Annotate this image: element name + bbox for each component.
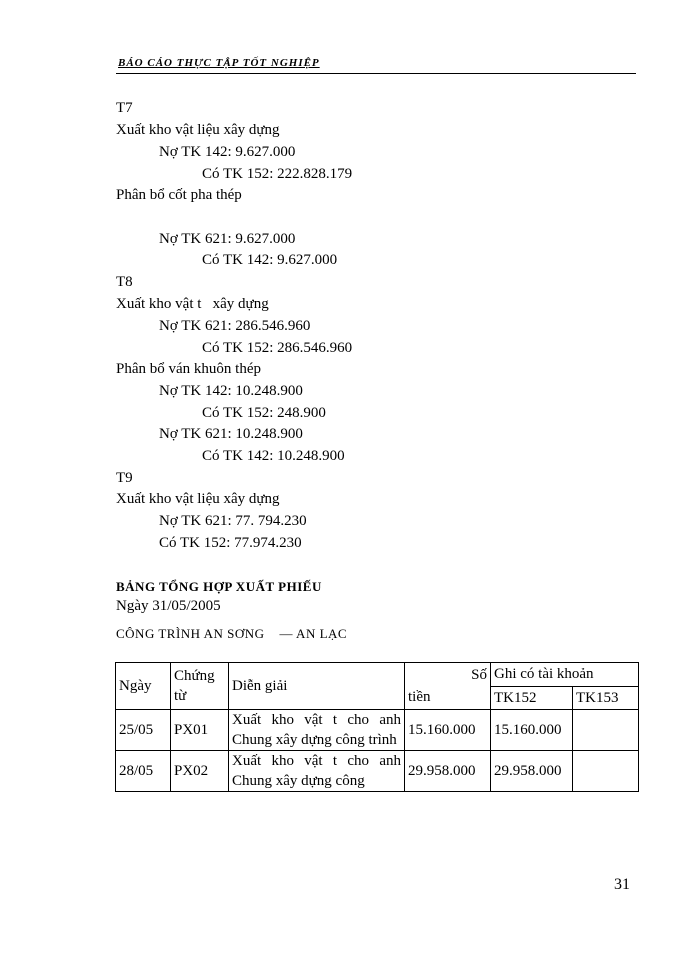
cell-tk153 — [573, 751, 639, 792]
journal-line: Có TK 142: 9.627.000 — [202, 252, 338, 268]
header-tk152: TK152 — [491, 686, 573, 710]
header-so: Số — [471, 667, 487, 683]
header-tk153: TK153 — [573, 686, 639, 710]
header-title: BÁO CÁO THỰC TẬP TỐT NGHIỆP — [118, 57, 320, 69]
table-row — [116, 751, 639, 792]
cell-ngay: 25/05 — [116, 710, 171, 751]
journal-line: Xuất kho vật liệu xây dựng — [116, 122, 280, 138]
header-ngay: Ngày — [116, 663, 171, 710]
journal-line: Nợ TK 621: 9.627.000 — [159, 231, 296, 247]
journal-line: Nợ TK 142: 10.248.900 — [159, 383, 303, 399]
journal-line: Nợ TK 621: 77. 794.230 — [159, 513, 307, 529]
cell-tk152: 29.958.000 — [491, 751, 573, 792]
journal-line: Xuất kho vật liệu xây dựng — [116, 491, 280, 507]
journal-line: Có TK 152: 286.546.960 — [202, 340, 353, 356]
journal-line: Xuất kho vật t xây dựng — [116, 296, 269, 312]
cell-tk152: 15.160.000 — [491, 710, 573, 751]
table-header-row — [116, 663, 639, 687]
page-number: 31 — [614, 876, 630, 893]
cell-chung-tu: PX01 — [171, 710, 229, 751]
summary-date: Ngày 31/05/2005 — [116, 598, 221, 614]
journal-line: T7 — [116, 100, 133, 116]
page-header — [116, 55, 636, 74]
header-ghi-co: Ghi có tài khoản — [491, 663, 639, 687]
cell-so-tien: 15.160.000 — [405, 710, 491, 751]
cell-dien-giai: Xuất kho vật t cho anh Chung xây dựng công — [229, 751, 405, 792]
project-name: CÔNG TRÌNH AN SƠNG — AN LẠC — [116, 626, 348, 641]
cell-chung-tu: PX02 — [171, 751, 229, 792]
summary-title: BẢNG TỔNG HỢP XUẤT PHIẾU — [116, 579, 322, 594]
journal-line: Nợ TK 621: 286.546.960 — [159, 318, 311, 334]
summary-table — [115, 662, 639, 792]
journal-line: Phân bổ cốt pha thép — [116, 187, 242, 203]
cell-tk153 — [573, 710, 639, 751]
header-chung-tu: Chứng từ — [171, 663, 229, 710]
journal-line: Có TK 142: 10.248.900 — [202, 448, 345, 464]
journal-line: Có TK 152: 77.974.230 — [159, 535, 302, 551]
header-dien-giai: Diễn giải — [229, 663, 405, 710]
journal-line: Có TK 152: 222.828.179 — [202, 166, 353, 182]
journal-line: T8 — [116, 274, 133, 290]
header-so-tien — [405, 663, 491, 710]
journal-line: Có TK 152: 248.900 — [202, 405, 326, 421]
cell-ngay: 28/05 — [116, 751, 171, 792]
journal-line: T9 — [116, 470, 133, 486]
cell-dien-giai: Xuất kho vật t cho anh Chung xây dựng công trình — [229, 710, 405, 751]
journal-line: Phân bổ ván khuôn thép — [116, 361, 261, 377]
journal-line: Nợ TK 621: 10.248.900 — [159, 426, 303, 442]
table-row — [116, 710, 639, 751]
header-tien: tiền — [408, 689, 431, 705]
journal-line: Nợ TK 142: 9.627.000 — [159, 144, 296, 160]
cell-so-tien: 29.958.000 — [405, 751, 491, 792]
